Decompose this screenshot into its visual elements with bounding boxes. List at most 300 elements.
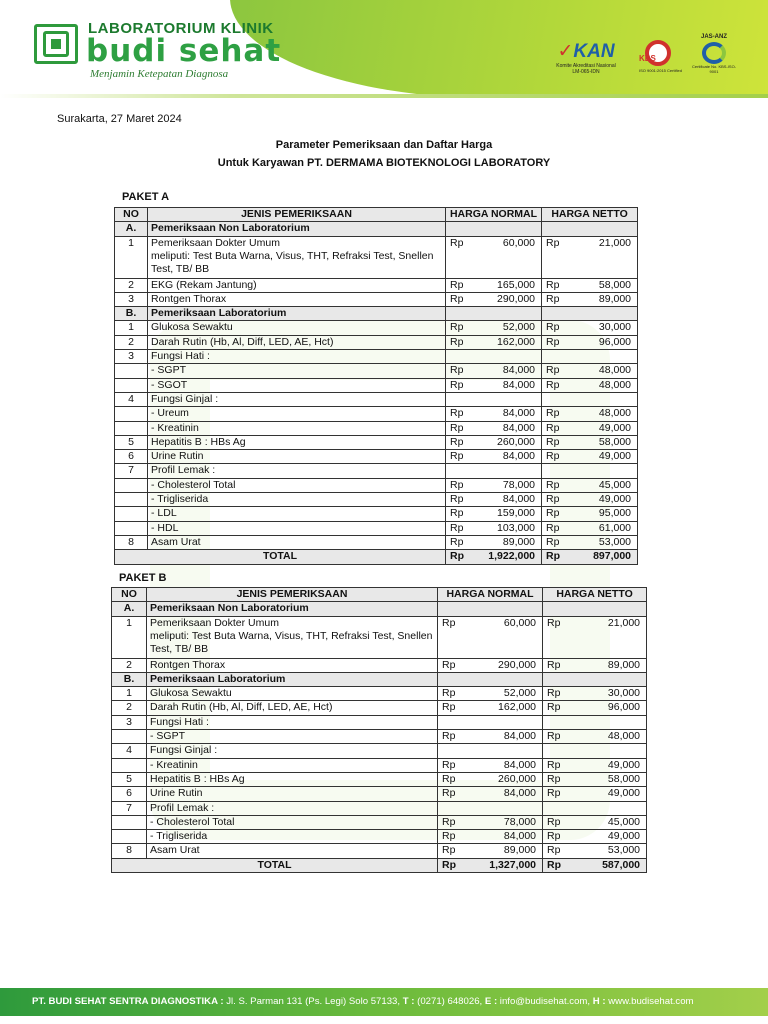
harga-netto: 49,000: [566, 421, 638, 435]
letter-date: Surakarta, 27 Maret 2024: [57, 113, 182, 125]
row-number: 2: [115, 335, 148, 349]
currency-netto: [542, 392, 566, 406]
harga-netto: 89,000: [569, 658, 647, 672]
row-number: [115, 493, 148, 507]
currency-normal: Rp: [446, 421, 470, 435]
row-number: 3: [112, 715, 147, 729]
harga-normal: 162,000: [464, 701, 543, 715]
harga-normal: 84,000: [470, 421, 542, 435]
harga-normal: 60,000: [470, 236, 542, 278]
footer-email-label: E :: [484, 996, 498, 1007]
paket-b-table: [111, 587, 647, 873]
row-number: [115, 378, 148, 392]
footer-address: Jl. S. Parman 131 (Ps. Legi) Solo 57133,: [223, 996, 403, 1007]
currency-netto: Rp: [542, 450, 566, 464]
exam-name: - SGOT: [148, 378, 446, 392]
table-row: [115, 335, 638, 349]
harga-normal: [470, 350, 542, 364]
exam-name: Hepatitis B : HBs Ag: [147, 772, 438, 786]
harga-netto: 95,000: [566, 507, 638, 521]
table-row: [115, 464, 638, 478]
jas-anz-logo: [692, 34, 736, 74]
harga-normal: 84,000: [470, 364, 542, 378]
exam-name: Darah Rutin (Hb, Al, Diff, LED, AE, Hct): [147, 701, 438, 715]
currency-netto: Rp: [543, 844, 569, 858]
harga-netto: 96,000: [569, 701, 647, 715]
table-row: [115, 407, 638, 421]
table-row: [112, 787, 647, 801]
empty-cell: [446, 222, 542, 236]
jas-anz-mark-icon: [702, 42, 726, 64]
currency-normal: [438, 744, 464, 758]
harga-normal: 290,000: [464, 658, 543, 672]
harga-normal: 84,000: [464, 830, 543, 844]
table-row: [112, 616, 647, 658]
harga-netto: 49,000: [569, 787, 647, 801]
harga-netto: 53,000: [566, 535, 638, 549]
letterhead: [0, 0, 768, 100]
footer-phone-label: T :: [402, 996, 415, 1007]
exam-name: Hepatitis B : HBs Ag: [148, 435, 446, 449]
row-number: 7: [112, 801, 147, 815]
currency-normal: Rp: [446, 335, 470, 349]
currency-normal: Rp: [446, 550, 470, 564]
table-row: [115, 378, 638, 392]
currency-normal: Rp: [446, 535, 470, 549]
footer-email: info@budisehat.com,: [497, 996, 593, 1007]
row-number: [112, 830, 147, 844]
row-number: 2: [112, 701, 147, 715]
empty-cell: [542, 307, 638, 321]
exam-name: - Cholesterol Total: [148, 478, 446, 492]
table-row: [112, 815, 647, 829]
paket-a-table: [114, 207, 638, 565]
currency-netto: Rp: [542, 421, 566, 435]
exam-name: Fungsi Hati :: [148, 350, 446, 364]
harga-normal: 260,000: [470, 435, 542, 449]
exam-name: Fungsi Ginjal :: [147, 744, 438, 758]
currency-netto: Rp: [543, 730, 569, 744]
currency-netto: [542, 350, 566, 364]
budi-sehat-logo-icon: [34, 24, 78, 64]
harga-netto: 30,000: [569, 687, 647, 701]
currency-netto: Rp: [542, 535, 566, 549]
currency-normal: Rp: [446, 507, 470, 521]
exam-name: - Kreatinin: [147, 758, 438, 772]
row-number: 1: [112, 616, 147, 658]
table-row: [112, 701, 647, 715]
currency-normal: Rp: [446, 378, 470, 392]
row-number: [115, 407, 148, 421]
harga-netto: 48,000: [569, 730, 647, 744]
currency-normal: Rp: [446, 292, 470, 306]
logo-inner-block: [51, 39, 61, 49]
col-header-harga-netto: HARGA NETTO: [542, 208, 638, 222]
table-row: [112, 744, 647, 758]
currency-netto: Rp: [542, 478, 566, 492]
col-header-no: NO: [112, 588, 147, 602]
section-row: [112, 672, 647, 686]
table-row: [115, 478, 638, 492]
exam-name: Pemeriksaan Dokter Umum meliputi: Test Buta Warna, Visus, THT, Refraksi Test, Snellen Test, TB/ BB: [147, 616, 438, 658]
currency-normal: [438, 801, 464, 815]
brand-name: budi sehat: [86, 33, 282, 69]
harga-normal: [464, 715, 543, 729]
total-harga-netto: 587,000: [569, 858, 647, 872]
row-number: 7: [115, 464, 148, 478]
exam-name: Urine Rutin: [148, 450, 446, 464]
currency-normal: Rp: [438, 830, 464, 844]
table-row: [115, 435, 638, 449]
row-number: [115, 507, 148, 521]
kbs-logo-text: KBS: [639, 54, 656, 63]
footer-web-label: H :: [592, 996, 606, 1007]
exam-name: Fungsi Ginjal :: [148, 392, 446, 406]
currency-netto: Rp: [543, 787, 569, 801]
harga-normal: 60,000: [464, 616, 543, 658]
row-number: 8: [112, 844, 147, 858]
table-row: [115, 450, 638, 464]
currency-normal: Rp: [446, 407, 470, 421]
document-title: Parameter Pemeriksaan dan Daftar Harga: [275, 139, 493, 151]
currency-normal: Rp: [438, 787, 464, 801]
currency-normal: Rp: [438, 658, 464, 672]
exam-name: Profil Lemak :: [148, 464, 446, 478]
kan-sub-line2: LM-065-IDN: [572, 69, 600, 75]
currency-netto: Rp: [543, 830, 569, 844]
harga-normal: 78,000: [464, 815, 543, 829]
table-row: [115, 321, 638, 335]
exam-name: Rontgen Thorax: [148, 292, 446, 306]
row-number: 8: [115, 535, 148, 549]
harga-normal: [464, 744, 543, 758]
currency-normal: Rp: [446, 278, 470, 292]
table-row: [115, 392, 638, 406]
section-row: [112, 602, 647, 616]
harga-netto: 48,000: [566, 364, 638, 378]
table-row: [115, 535, 638, 549]
brand-tagline: Menjamin Ketepatan Diagnosa: [90, 68, 229, 80]
harga-netto: 21,000: [569, 616, 647, 658]
table-row: [115, 292, 638, 306]
harga-netto: 21,000: [566, 236, 638, 278]
col-header-harga-netto: HARGA NETTO: [543, 588, 647, 602]
exam-name: Urine Rutin: [147, 787, 438, 801]
harga-normal: 84,000: [470, 378, 542, 392]
currency-normal: Rp: [446, 364, 470, 378]
row-number: 4: [112, 744, 147, 758]
currency-normal: Rp: [438, 730, 464, 744]
harga-normal: 159,000: [470, 507, 542, 521]
table-row: [112, 801, 647, 815]
exam-name: - Ureum: [148, 407, 446, 421]
exam-name: - SGPT: [147, 730, 438, 744]
table-row: [115, 421, 638, 435]
row-number: [112, 758, 147, 772]
currency-netto: Rp: [543, 772, 569, 786]
harga-netto: 61,000: [566, 521, 638, 535]
harga-netto: [569, 744, 647, 758]
currency-netto: Rp: [543, 616, 569, 658]
total-harga-netto: 897,000: [566, 550, 638, 564]
exam-name: Asam Urat: [148, 535, 446, 549]
total-row: [115, 550, 638, 564]
exam-name: - SGPT: [148, 364, 446, 378]
harga-netto: 30,000: [566, 321, 638, 335]
table-header-row: [115, 208, 638, 222]
section-title: Pemeriksaan Non Laboratorium: [148, 222, 446, 236]
row-number: 6: [112, 787, 147, 801]
table-header-row: [112, 588, 647, 602]
harga-netto: 49,000: [569, 758, 647, 772]
currency-netto: Rp: [542, 521, 566, 535]
harga-normal: 84,000: [470, 407, 542, 421]
exam-name: Fungsi Hati :: [147, 715, 438, 729]
harga-netto: 48,000: [566, 407, 638, 421]
currency-normal: [446, 464, 470, 478]
col-header-jenis: JENIS PEMERIKSAAN: [148, 208, 446, 222]
harga-netto: 58,000: [566, 435, 638, 449]
kan-accreditation-logo: [546, 40, 626, 75]
currency-normal: Rp: [438, 758, 464, 772]
currency-normal: Rp: [446, 236, 470, 278]
table-row: [112, 687, 647, 701]
total-harga-normal: 1,922,000: [470, 550, 542, 564]
row-number: [115, 478, 148, 492]
table-row: [115, 364, 638, 378]
exam-name: Rontgen Thorax: [147, 658, 438, 672]
exam-name: Asam Urat: [147, 844, 438, 858]
empty-cell: [438, 672, 543, 686]
harga-netto: [569, 715, 647, 729]
kan-logo-text: ✓KAN: [557, 41, 615, 62]
table-row: [112, 758, 647, 772]
row-number: [112, 815, 147, 829]
currency-netto: Rp: [543, 858, 569, 872]
harga-normal: 84,000: [464, 730, 543, 744]
row-number: 2: [115, 278, 148, 292]
exam-name: - Kreatinin: [148, 421, 446, 435]
currency-normal: Rp: [446, 435, 470, 449]
jas-anz-sub-text: Certificate No. KBS-ISO-9001: [692, 64, 737, 74]
row-number: 2: [112, 658, 147, 672]
currency-normal: Rp: [446, 321, 470, 335]
header-divider: [0, 94, 768, 98]
row-number: 3: [115, 292, 148, 306]
currency-normal: Rp: [446, 493, 470, 507]
currency-netto: Rp: [542, 278, 566, 292]
col-header-no: NO: [115, 208, 148, 222]
currency-netto: Rp: [542, 236, 566, 278]
harga-normal: 84,000: [464, 758, 543, 772]
exam-name: - Trigliserida: [148, 493, 446, 507]
row-number: 5: [112, 772, 147, 786]
harga-normal: 89,000: [464, 844, 543, 858]
section-title: Pemeriksaan Laboratorium: [147, 672, 438, 686]
empty-cell: [543, 672, 647, 686]
harga-netto: [566, 350, 638, 364]
harga-normal: [470, 392, 542, 406]
currency-netto: Rp: [542, 407, 566, 421]
harga-normal: 290,000: [470, 292, 542, 306]
currency-normal: [446, 392, 470, 406]
row-number: 1: [112, 687, 147, 701]
harga-netto: 58,000: [566, 278, 638, 292]
table-row: [115, 493, 638, 507]
exam-name: Profil Lemak :: [147, 801, 438, 815]
currency-netto: Rp: [543, 815, 569, 829]
section-row: [115, 307, 638, 321]
harga-netto: 89,000: [566, 292, 638, 306]
harga-normal: [464, 801, 543, 815]
harga-normal: 84,000: [464, 787, 543, 801]
row-number: B.: [112, 672, 147, 686]
empty-cell: [438, 602, 543, 616]
row-number: 1: [115, 236, 148, 278]
kbs-sub-text: ISO 9001:2015 Certified: [639, 68, 682, 73]
harga-normal: 52,000: [470, 321, 542, 335]
currency-netto: Rp: [542, 321, 566, 335]
currency-normal: Rp: [446, 521, 470, 535]
section-title: Pemeriksaan Laboratorium: [148, 307, 446, 321]
table-row: [112, 730, 647, 744]
currency-normal: Rp: [438, 844, 464, 858]
table-row: [112, 658, 647, 672]
exam-name: EKG (Rekam Jantung): [148, 278, 446, 292]
harga-netto: 49,000: [569, 830, 647, 844]
currency-normal: Rp: [438, 858, 464, 872]
exam-name: - Cholesterol Total: [147, 815, 438, 829]
jas-anz-label: JAS-ANZ: [700, 34, 727, 40]
currency-netto: Rp: [542, 435, 566, 449]
harga-normal: 52,000: [464, 687, 543, 701]
currency-normal: Rp: [438, 616, 464, 658]
table-row: [115, 350, 638, 364]
currency-netto: Rp: [543, 658, 569, 672]
harga-netto: [566, 464, 638, 478]
brand-subtitle: LABORATORIUM KLINIK: [88, 20, 274, 37]
harga-normal: 84,000: [470, 493, 542, 507]
currency-normal: Rp: [446, 450, 470, 464]
harga-netto: 58,000: [569, 772, 647, 786]
table-row: [115, 278, 638, 292]
currency-normal: [438, 715, 464, 729]
row-number: [115, 421, 148, 435]
row-number: 6: [115, 450, 148, 464]
currency-netto: Rp: [542, 493, 566, 507]
empty-cell: [543, 602, 647, 616]
currency-netto: Rp: [542, 335, 566, 349]
col-header-harga-normal: HARGA NORMAL: [438, 588, 543, 602]
section-title: Pemeriksaan Non Laboratorium: [147, 602, 438, 616]
harga-normal: 78,000: [470, 478, 542, 492]
harga-netto: 45,000: [569, 815, 647, 829]
harga-normal: 260,000: [464, 772, 543, 786]
empty-cell: [542, 222, 638, 236]
harga-normal: 103,000: [470, 521, 542, 535]
kan-sub-line1: Komite Akreditasi Nasional: [556, 63, 616, 69]
exam-name: Pemeriksaan Dokter Umum meliputi: Test Buta Warna, Visus, THT, Refraksi Test, Snellen Test, TB/ BB: [148, 236, 446, 278]
harga-netto: [569, 801, 647, 815]
col-header-harga-normal: HARGA NORMAL: [446, 208, 542, 222]
currency-normal: Rp: [446, 478, 470, 492]
total-label: TOTAL: [112, 858, 438, 872]
row-number: [112, 730, 147, 744]
currency-netto: Rp: [543, 758, 569, 772]
currency-netto: Rp: [542, 550, 566, 564]
exam-name: Glukosa Sewaktu: [147, 687, 438, 701]
total-harga-normal: 1,327,000: [464, 858, 543, 872]
harga-netto: 96,000: [566, 335, 638, 349]
currency-netto: [542, 464, 566, 478]
currency-netto: [543, 801, 569, 815]
footer-phone: (0271) 648026,: [414, 996, 485, 1007]
table-row: [115, 236, 638, 278]
currency-netto: Rp: [542, 507, 566, 521]
total-row: [112, 858, 647, 872]
currency-normal: Rp: [438, 701, 464, 715]
paket-b-label: PAKET B: [119, 572, 167, 584]
row-number: A.: [112, 602, 147, 616]
exam-name: - HDL: [148, 521, 446, 535]
currency-netto: Rp: [543, 701, 569, 715]
row-number: 4: [115, 392, 148, 406]
harga-normal: [470, 464, 542, 478]
harga-netto: 53,000: [569, 844, 647, 858]
row-number: B.: [115, 307, 148, 321]
table-row: [112, 830, 647, 844]
harga-normal: 89,000: [470, 535, 542, 549]
table-row: [115, 507, 638, 521]
harga-netto: 49,000: [566, 450, 638, 464]
currency-netto: Rp: [543, 687, 569, 701]
row-number: [115, 521, 148, 535]
harga-normal: 165,000: [470, 278, 542, 292]
currency-normal: Rp: [438, 815, 464, 829]
empty-cell: [446, 307, 542, 321]
table-row: [112, 844, 647, 858]
exam-name: - LDL: [148, 507, 446, 521]
harga-normal: 84,000: [470, 450, 542, 464]
row-number: 3: [115, 350, 148, 364]
letterhead-footer: [0, 988, 768, 1016]
harga-netto: 48,000: [566, 378, 638, 392]
harga-netto: 45,000: [566, 478, 638, 492]
exam-name: Darah Rutin (Hb, Al, Diff, LED, AE, Hct): [148, 335, 446, 349]
footer-company: PT. BUDI SEHAT SENTRA DIAGNOSTIKA :: [32, 996, 224, 1007]
harga-netto: 49,000: [566, 493, 638, 507]
paket-a-label: PAKET A: [122, 191, 170, 203]
exam-name: - Trigliserida: [147, 830, 438, 844]
harga-netto: [566, 392, 638, 406]
row-number: A.: [115, 222, 148, 236]
col-header-jenis: JENIS PEMERIKSAAN: [147, 588, 438, 602]
table-row: [112, 772, 647, 786]
row-number: 1: [115, 321, 148, 335]
kbs-certification-logo: [639, 40, 687, 74]
currency-normal: Rp: [438, 772, 464, 786]
currency-netto: Rp: [542, 292, 566, 306]
total-label: TOTAL: [115, 550, 446, 564]
footer-website: www.budisehat.com: [605, 996, 694, 1007]
currency-netto: Rp: [542, 378, 566, 392]
table-row: [115, 521, 638, 535]
document-subtitle: Untuk Karyawan PT. DERMAMA BIOTEKNOLOGI LABORATORY: [217, 157, 551, 169]
currency-normal: Rp: [438, 687, 464, 701]
exam-name: Glukosa Sewaktu: [148, 321, 446, 335]
currency-netto: [543, 715, 569, 729]
section-row: [115, 222, 638, 236]
